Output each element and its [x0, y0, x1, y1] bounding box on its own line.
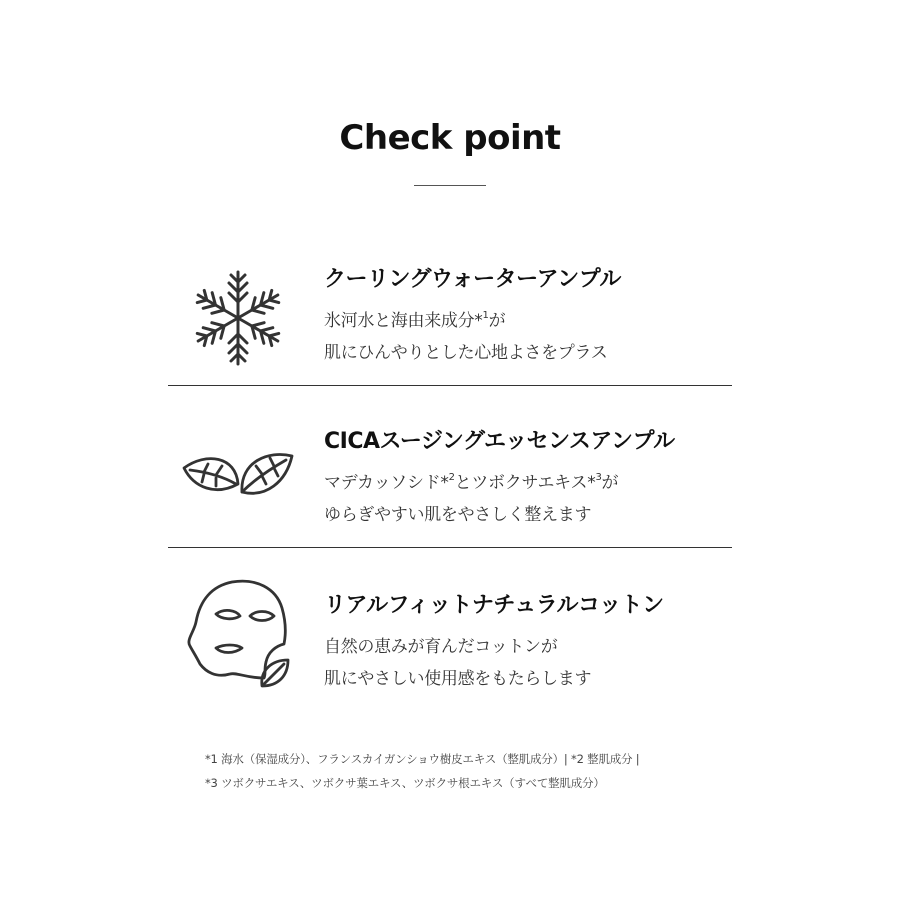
section-divider	[168, 547, 732, 548]
feature-heading: CICAスージングエッセンスアンプル	[324, 429, 675, 454]
feature-desc-line1: マデカッソシド*$^2$とツボクサエキス*$^3$が	[324, 472, 619, 493]
snowflake-icon	[176, 256, 300, 380]
feature-desc-line2: 肌にひんやりとした心地よさをプラス	[324, 343, 608, 363]
feature-cotton	[168, 588, 732, 718]
section-divider	[168, 385, 732, 386]
feature-desc-line2: ゆらぎやすい肌をやさしく整えます	[324, 505, 592, 525]
feature-desc-line1: 氷河水と海由来成分*$^1$が	[324, 310, 506, 331]
feature-heading: クーリングウォーターアンプル	[324, 267, 621, 292]
page-title: Check point	[339, 118, 561, 158]
feature-cica	[168, 424, 732, 554]
leaves-icon	[176, 412, 300, 536]
title-underline	[414, 185, 486, 186]
footnote-line1: *1 海水（保湿成分）、フランスカイガンショウ樹皮エキス（整肌成分）| *2 整肌成分 |	[205, 752, 640, 766]
feature-cooling	[168, 262, 732, 392]
feature-desc-line1: 自然の恵みが育んだコットンが	[324, 637, 558, 657]
feature-desc-line2: 肌にやさしい使用感をもたらします	[324, 669, 592, 689]
feature-heading: リアルフィットナチュラルコットン	[324, 593, 664, 618]
footnote-line2: *3 ツボクサエキス、ツボクサ葉エキス、ツボクサ根エキス（すべて整肌成分）	[205, 776, 605, 790]
face-mask-icon	[176, 574, 300, 698]
